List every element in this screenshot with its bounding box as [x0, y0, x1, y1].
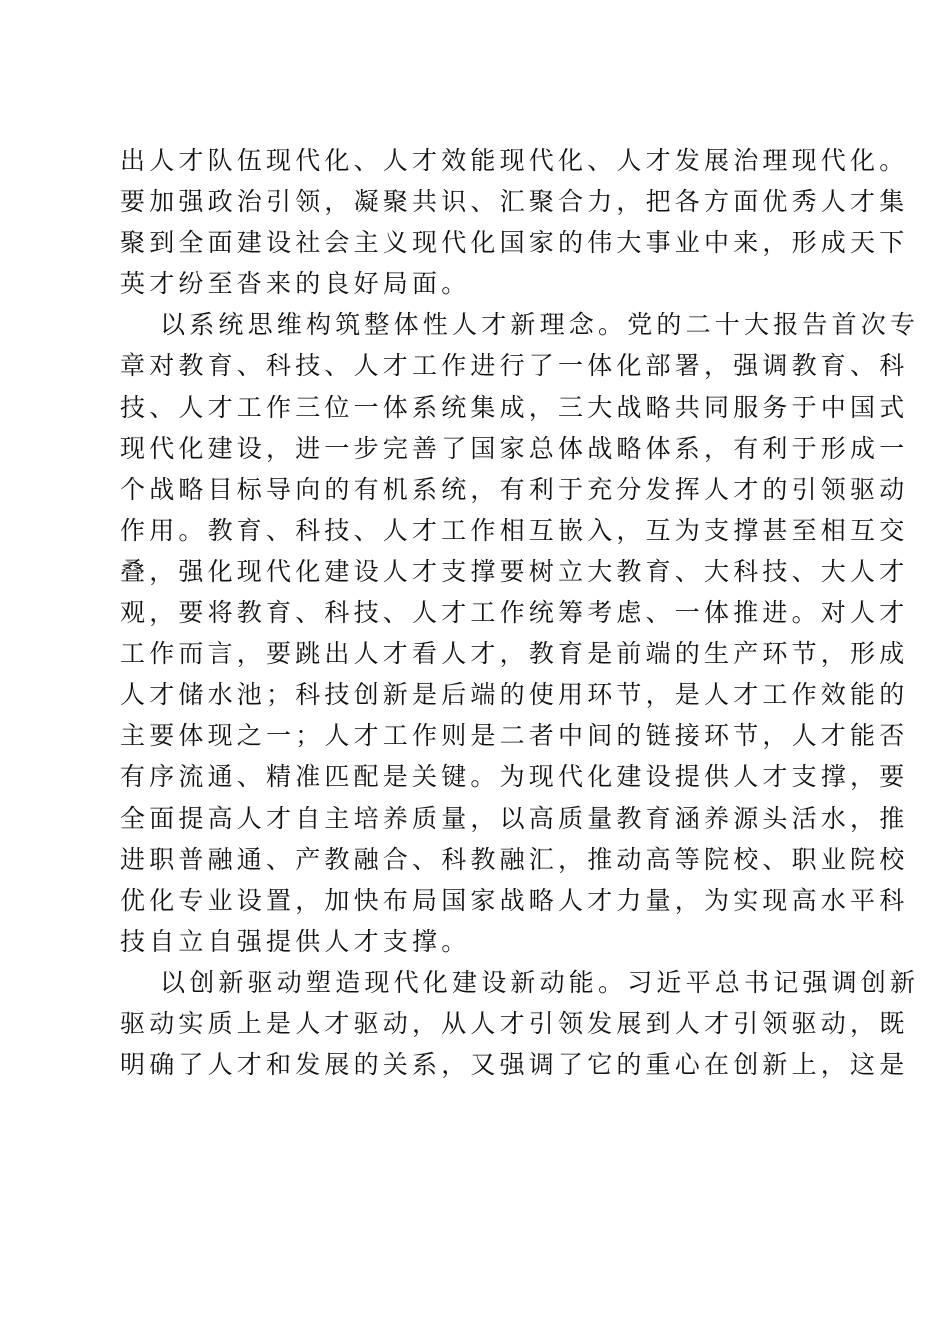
text-line: 工作而言，要跳出人才看人才，教育是前端的生产环节，形成 [120, 639, 909, 669]
paragraph-first-line: 以创新驱动塑造现代化建设新动能。习近平总书记强调创新 [160, 967, 920, 997]
document-body-text [120, 140, 920, 1085]
text-line: 聚到全面建设社会主义现代化国家的伟大事业中来，形成天下 [120, 228, 909, 258]
text-line: 要加强政治引领，凝聚共识、汇聚合力，把各方面优秀人才集 [120, 187, 909, 217]
text-line: 章对教育、科技、人才工作进行了一体化部署，强调教育、科 [120, 351, 909, 381]
text-line: 主要体现之一；人才工作则是二者中间的链接环节，人才能否 [120, 721, 909, 751]
text-line: 技自立自强提供人才支撑。 [120, 926, 471, 956]
text-line: 出人才队伍现代化、人才效能现代化、人才发展治理现代化。 [120, 146, 909, 175]
text-line: 英才纷至沓来的良好局面。 [120, 269, 471, 299]
text-line: 明确了人才和发展的关系，又强调了它的重心在创新上，这是 [120, 1050, 909, 1080]
text-line: 技、人才工作三位一体系统集成，三大战略共同服务于中国式 [120, 392, 909, 422]
text-line: 个战略目标导向的有机系统，有利于充分发挥人才的引领驱动 [120, 474, 909, 504]
text-line: 现代化建设，进一步完善了国家总体战略体系，有利于形成一 [120, 433, 909, 463]
text-line: 全面提高人才自主培养质量，以高质量教育涵养源头活水，推 [120, 803, 909, 833]
paragraph-first-line: 以系统思维构筑整体性人才新理念。党的二十大报告首次专 [160, 310, 920, 340]
text-line: 进职普融通、产教融合、科教融汇，推动高等院校、职业院校 [120, 844, 909, 874]
text-line: 观，要将教育、科技、人才工作统筹考虑、一体推进。对人才 [120, 598, 909, 628]
text-line: 作用。教育、科技、人才工作相互嵌入，互为支撑甚至相互交 [120, 515, 909, 545]
text-line: 叠，强化现代化建设人才支撑要树立大教育、大科技、大人才 [120, 556, 909, 586]
text-line: 驱动实质上是人才驱动，从人才引领发展到人才引领驱动，既 [120, 1008, 909, 1038]
text-line: 有序流通、精准匹配是关键。为现代化建设提供人才支撑，要 [120, 762, 909, 792]
text-line: 人才储水池；科技创新是后端的使用环节，是人才工作效能的 [120, 680, 909, 710]
text-line: 优化专业设置，加快布局国家战略人才力量，为实现高水平科 [120, 885, 909, 915]
